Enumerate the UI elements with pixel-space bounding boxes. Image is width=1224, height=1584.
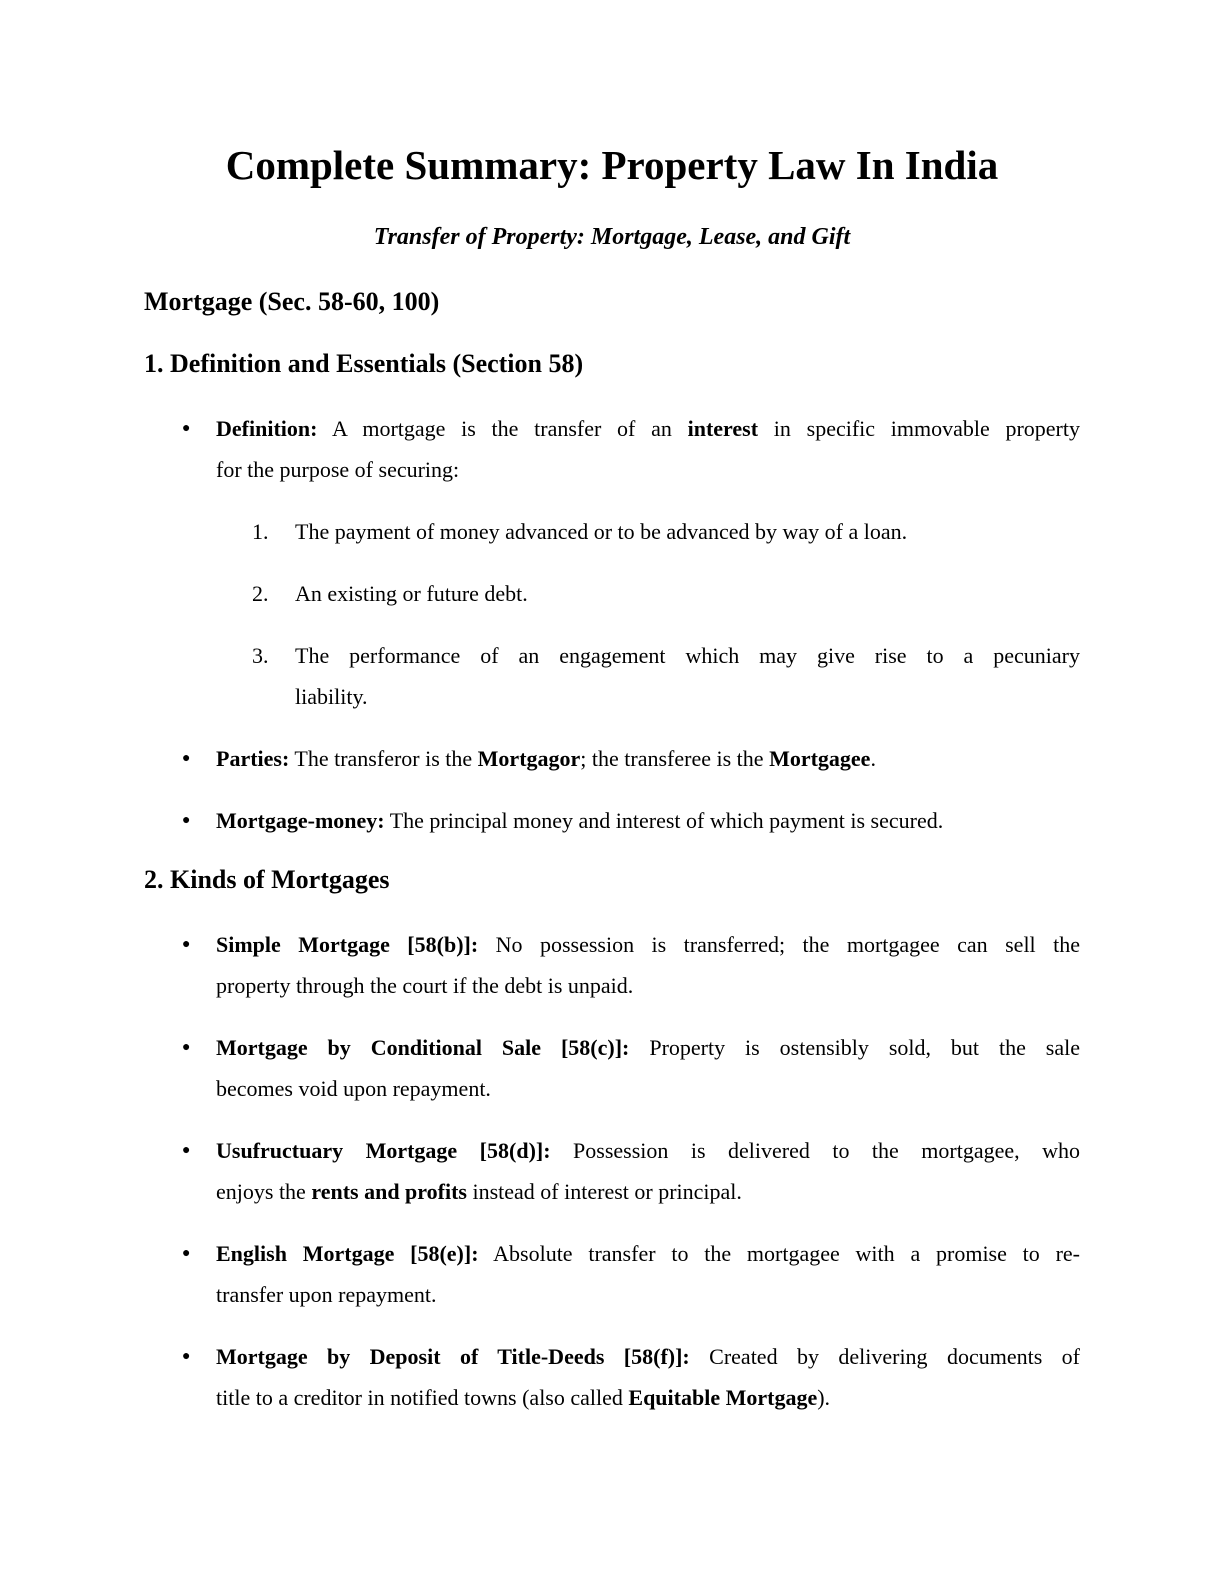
- text-run: ).: [817, 1385, 831, 1410]
- bold-text-run: 2. Kinds of Mortgages: [144, 865, 390, 894]
- text-line: [144, 346, 1080, 382]
- bullet-icon: ●: [182, 421, 191, 436]
- text-line: [216, 1027, 1080, 1068]
- bold-text-run: Parties:: [216, 746, 290, 771]
- paragraph-text: [216, 738, 1080, 779]
- text-run: No possession is transferred; the mortgagee can sell the: [478, 932, 1081, 957]
- text-line: [216, 449, 1080, 490]
- text-run: property through the court if the debt is unpaid.: [216, 973, 634, 998]
- bold-text-run: Mortgagee: [769, 746, 871, 771]
- text-line: [295, 676, 1080, 717]
- text-run: The transferor is the: [289, 746, 478, 771]
- paragraph-text: [295, 511, 1080, 552]
- bullet-item: [144, 800, 1080, 841]
- text-line: [216, 738, 1080, 779]
- text-run: title to a creditor in notified towns (also called: [216, 1385, 629, 1410]
- bullet-item: [144, 408, 1080, 490]
- text-run: The principal money and interest of which payment is secured.: [384, 808, 944, 833]
- numbered-item: [144, 635, 1080, 717]
- bullet-item: [144, 1233, 1080, 1315]
- bold-text-run: Mortgagor: [477, 746, 581, 771]
- text-run: Created by delivering documents of: [689, 1344, 1080, 1369]
- text-run: Possession is delivered to the mortgagee, who: [550, 1138, 1080, 1163]
- bullet-icon: ●: [182, 1246, 191, 1261]
- bullet-icon: ●: [182, 1040, 191, 1055]
- bold-text-run: interest: [687, 416, 759, 441]
- paragraph-text: [216, 1233, 1080, 1315]
- bold-text-run: Simple Mortgage [58(b)]:: [216, 932, 479, 957]
- text-run: enjoys the: [216, 1179, 312, 1204]
- list-number: 1.: [252, 519, 269, 544]
- text-run: in specific immovable property: [758, 416, 1080, 441]
- text-run: The performance of an engagement which may give rise to a pecuniary: [295, 643, 1080, 668]
- paragraph-text: [295, 573, 1080, 614]
- text-line: [216, 1336, 1080, 1377]
- bold-text-run: Mortgage-money:: [216, 808, 385, 833]
- text-run: liability.: [295, 684, 368, 709]
- paragraph-text: [216, 1130, 1080, 1212]
- bullet-item: [144, 924, 1080, 1006]
- bold-text-run: Usufructuary Mortgage [58(d)]:: [216, 1138, 551, 1163]
- paragraph-text: [216, 924, 1080, 1006]
- text-line: [216, 1233, 1080, 1274]
- text-line: [216, 1274, 1080, 1315]
- section-heading: [144, 862, 1080, 898]
- bullet-icon: ●: [182, 937, 191, 952]
- text-run: becomes void upon repayment.: [216, 1076, 491, 1101]
- bullet-item: [144, 1130, 1080, 1212]
- bullet-icon: ●: [182, 1143, 191, 1158]
- section-heading: [144, 284, 1080, 320]
- text-line: [295, 511, 1080, 552]
- text-run: An existing or future debt.: [295, 581, 528, 606]
- text-run: transfer upon repayment.: [216, 1282, 437, 1307]
- text-run: The payment of money advanced or to be advanced by way of a loan.: [295, 519, 908, 544]
- bold-text-run: Equitable Mortgage: [628, 1385, 818, 1410]
- text-line: [216, 408, 1080, 449]
- bullet-item: [144, 738, 1080, 779]
- numbered-item: [144, 573, 1080, 614]
- paragraph-text: [216, 800, 1080, 841]
- text-line: [216, 924, 1080, 965]
- text-line: [216, 1171, 1080, 1212]
- text-line: [216, 800, 1080, 841]
- text-line: [216, 1130, 1080, 1171]
- text-line: [144, 284, 1080, 320]
- document-subtitle: Transfer of Property: Mortgage, Lease, and Gift: [373, 224, 851, 250]
- bold-text-run: Mortgage by Conditional Sale [58(c)]:: [216, 1035, 630, 1060]
- text-run: Absolute transfer to the mortgagee with a promise to re-: [478, 1241, 1080, 1266]
- text-run: for the purpose of securing:: [216, 457, 460, 482]
- list-number: 3.: [252, 643, 269, 668]
- paragraph-text: [216, 408, 1080, 490]
- bullet-item: [144, 1027, 1080, 1109]
- document-title: Complete Summary: Property Law In India: [225, 142, 999, 188]
- text-line: [216, 1068, 1080, 1109]
- paragraph-text: [216, 1336, 1080, 1418]
- text-run: instead of interest or principal.: [466, 1179, 742, 1204]
- bold-text-run: Mortgage by Deposit of Title-Deeds [58(f)]:: [216, 1344, 690, 1369]
- bold-text-run: English Mortgage [58(e)]:: [216, 1241, 479, 1266]
- paragraph-text: [216, 1027, 1080, 1109]
- text-line: [216, 965, 1080, 1006]
- text-run: .: [870, 746, 876, 771]
- text-run: ; the transferee is the: [580, 746, 770, 771]
- bold-text-run: rents and profits: [311, 1179, 467, 1204]
- bullet-item: [144, 1336, 1080, 1418]
- text-run: A mortgage is the transfer of an: [317, 416, 688, 441]
- list-number: 2.: [252, 581, 269, 606]
- numbered-item: [144, 511, 1080, 552]
- text-line: [295, 573, 1080, 614]
- bullet-icon: ●: [182, 1349, 191, 1364]
- paragraph-text: [295, 635, 1080, 717]
- bold-text-run: 1. Definition and Essentials (Section 58): [144, 349, 584, 378]
- text-line: [216, 1377, 1080, 1418]
- section-heading: [144, 346, 1080, 382]
- text-line: [144, 862, 1080, 898]
- bold-text-run: Definition:: [216, 416, 318, 441]
- bullet-icon: ●: [182, 813, 191, 828]
- text-line: [295, 635, 1080, 676]
- document-body: [144, 284, 1080, 1418]
- bullet-icon: ●: [182, 751, 191, 766]
- text-run: Property is ostensibly sold, but the sale: [629, 1035, 1081, 1060]
- bold-text-run: Mortgage (Sec. 58-60, 100): [144, 287, 440, 316]
